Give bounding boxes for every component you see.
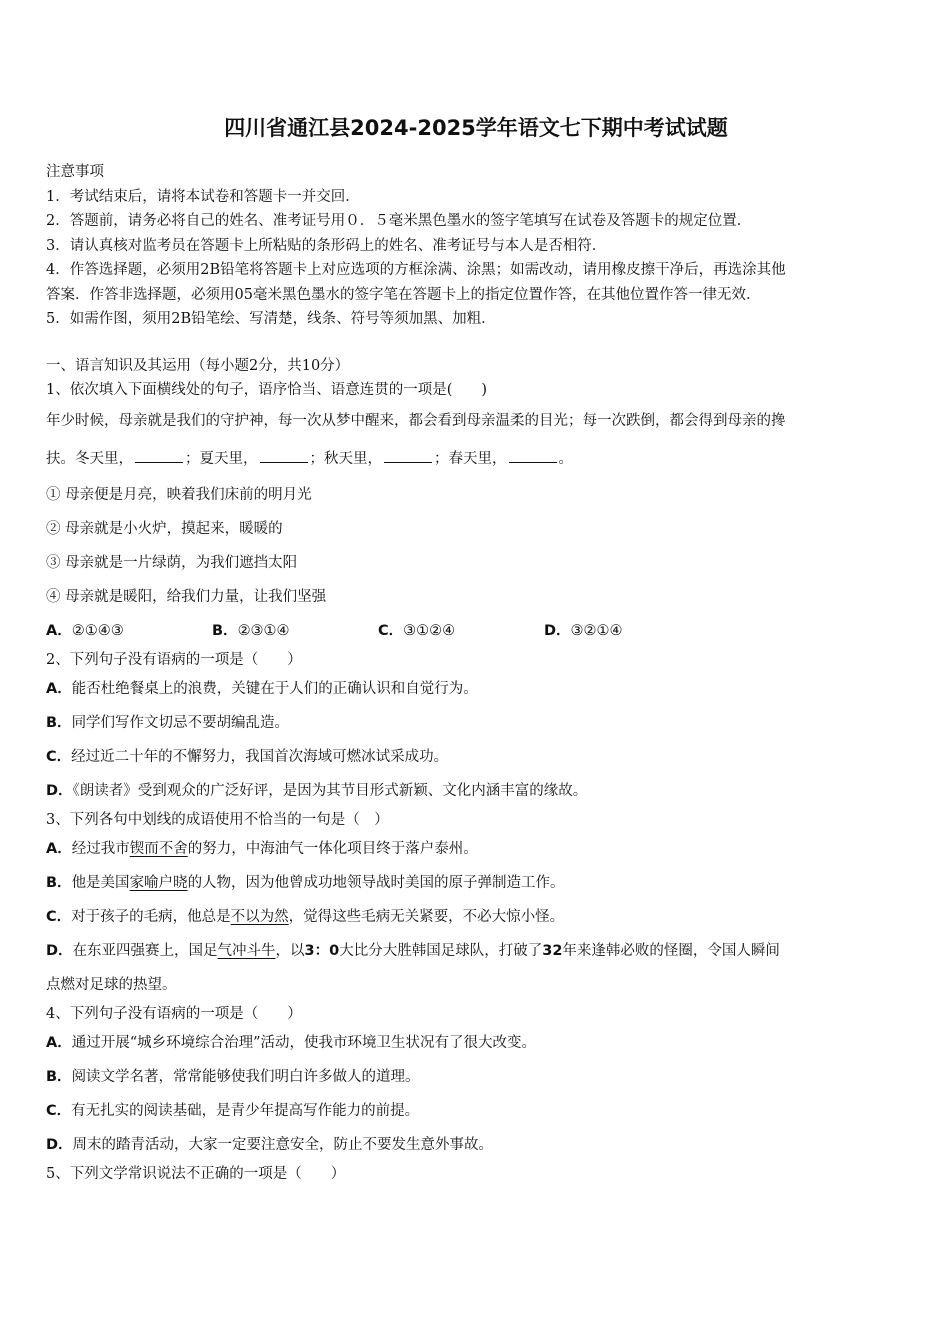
question-1-sentence: ① 母亲便是月亮，映着我们床前的明月光 bbox=[46, 486, 312, 503]
question-3-option-d-continued: 点燃对足球的热望。 bbox=[46, 976, 177, 993]
question-4-option-b[interactable]: B．阅读文学名著，常常能够使我们明白许多做人的道理。 bbox=[46, 1068, 420, 1085]
fill-blank bbox=[260, 448, 308, 463]
question-1-passage-line: 年少时候，母亲就是我们的守护神，每一次从梦中醒来，都会看到母亲温柔的目光；每一次跌倒，都会得到母亲的搀 bbox=[46, 412, 786, 429]
notice-item: 3．请认真核对监考员在答题卡上所粘贴的条形码上的姓名、准考证号与本人是否相符． bbox=[46, 237, 607, 254]
question-5-stem: 5、下列文学常识说法不正确的一项是（ ） bbox=[46, 1165, 346, 1182]
fill-blank bbox=[509, 448, 557, 463]
question-1-choices bbox=[46, 614, 906, 648]
passage-text: ；夏天里， bbox=[185, 450, 258, 467]
question-4-stem: 4、下列句子没有语病的一项是（ ） bbox=[46, 1005, 302, 1022]
question-2-option-c[interactable]: C．经过近二十年的不懈努力，我国首次海域可燃冰试采成功。 bbox=[46, 748, 449, 765]
question-1-passage-blanks bbox=[46, 440, 906, 478]
choice-b[interactable]: B．②③①④ bbox=[212, 622, 290, 639]
exam-page bbox=[46, 112, 906, 1186]
notice-item: 2．答题前，请务必将自己的姓名、准考证号用０．５毫米黑色墨水的签字笔填写在试卷及答题卡的规定位置． bbox=[46, 213, 752, 229]
passage-text: ；秋天里， bbox=[309, 450, 382, 467]
fill-blank bbox=[384, 448, 432, 463]
notice-item: 4．作答选择题，必须用2B铅笔将答题卡上对应选项的方框涂满、涂黑；如需改动，请用橡皮擦干净后，再选涂其他 bbox=[46, 262, 786, 278]
question-3-option-b[interactable]: B．他是美国家喻户晓的人物，因为他曾成功地领导战时美国的原子弹制造工作。 bbox=[46, 874, 565, 891]
underlined-idiom: 气冲斗牛 bbox=[217, 942, 276, 959]
question-3-stem: 3、下列各句中划线的成语使用不恰当的一句是（ ） bbox=[46, 811, 389, 828]
section-heading: 一、语言知识及其运用（每小题2分，共10分） bbox=[46, 357, 350, 374]
notice-section bbox=[46, 160, 906, 332]
notice-item: 答案．作答非选择题，必须用05毫米黑色墨水的签字笔在答题卡上的指定位置作答，在其他位置作答一律无效． bbox=[46, 286, 761, 303]
underlined-idiom: 不以为然 bbox=[230, 908, 289, 925]
passage-text: 扶。冬天里， bbox=[46, 450, 133, 467]
underlined-idiom: 家喻户晓 bbox=[129, 874, 188, 891]
underlined-idiom: 锲而不舍 bbox=[129, 840, 188, 857]
question-1-sentence: ② 母亲就是小火炉，摸起来，暖暖的 bbox=[46, 520, 283, 537]
question-3-option-a[interactable]: A．经过我市锲而不舍的努力，中海油气一体化项目终于落户泰州。 bbox=[46, 840, 478, 857]
question-1-sentence: ③ 母亲就是一片绿荫，为我们遮挡太阳 bbox=[46, 554, 298, 571]
question-2-option-b[interactable]: B．同学们写作文切忌不要胡编乱造。 bbox=[46, 714, 290, 731]
question-4-option-a[interactable]: A．通过开展“城乡环境综合治理”活动，使我市环境卫生状况有了很大改变。 bbox=[46, 1034, 537, 1051]
question-2-option-d[interactable]: D．《朗读者》受到观众的广泛好评，是因为其节目形式新颖、文化内涵丰富的缘故。 bbox=[46, 782, 588, 799]
question-2-option-a[interactable]: A．能否杜绝餐桌上的浪费，关键在于人们的正确认识和自觉行为。 bbox=[46, 680, 478, 697]
question-3-option-c[interactable]: C．对于孩子的毛病，他总是不以为然，觉得这些毛病无关紧要，不必大惊小怪。 bbox=[46, 908, 565, 925]
fill-blank bbox=[135, 448, 183, 463]
question-4-option-d[interactable]: D．周末的踏青活动，大家一定要注意安全，防止不要发生意外事故。 bbox=[46, 1136, 494, 1153]
passage-text: 。 bbox=[558, 450, 573, 467]
question-4-option-c[interactable]: C．有无扎实的阅读基础，是青少年提高写作能力的前提。 bbox=[46, 1102, 420, 1119]
notice-heading: 注意事项 bbox=[46, 164, 104, 180]
question-1-sentence: ④ 母亲就是暖阳，给我们力量，让我们坚强 bbox=[46, 588, 327, 605]
choice-a[interactable]: A．②①④③ bbox=[46, 622, 124, 639]
notice-item: 5．如需作图，须用2B铅笔绘、写清楚，线条、符号等须加黑、加粗． bbox=[46, 311, 496, 327]
question-3-option-d[interactable]: D．在东亚四强赛上，国足气冲斗牛，以3：0大比分大胜韩国足球队，打破了32年来逢韩必败的怪圈，令国人瞬间 bbox=[46, 942, 780, 959]
passage-text: ；春天里， bbox=[434, 450, 507, 467]
choice-d[interactable]: D．③②①④ bbox=[544, 622, 623, 639]
question-1-stem: 1、依次填入下面横线处的句子，语序恰当、语意连贯的一项是( ) bbox=[46, 381, 488, 398]
choice-c[interactable]: C．③①②④ bbox=[378, 622, 456, 639]
question-2-stem: 2、下列句子没有语病的一项是（ ） bbox=[46, 651, 302, 668]
notice-item: 1．考试结束后，请将本试卷和答题卡一并交回． bbox=[46, 188, 360, 205]
page-title: 四川省通江县2024-2025学年语文七下期中考试试题 bbox=[224, 116, 728, 140]
